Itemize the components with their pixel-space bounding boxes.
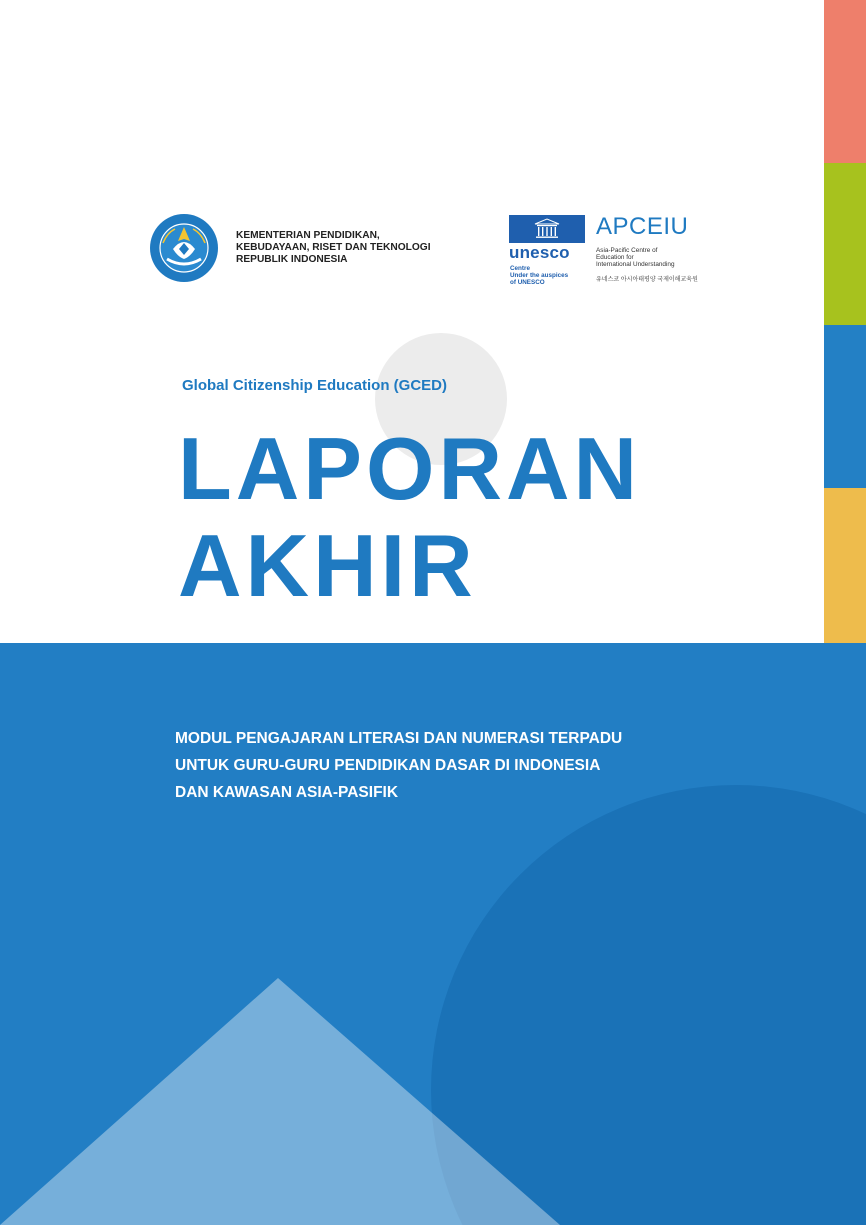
module-title-line: MODUL PENGAJARAN LITERASI DAN NUMERASI TERPADU: [175, 730, 623, 747]
unesco-logo: [509, 215, 589, 295]
program-subtitle: Global Citizenship Education (GCED): [182, 377, 448, 394]
apceiu-caption: [596, 247, 675, 268]
ministry-line: KEBUDAYAAN, RISET DAN TEKNOLOGI: [236, 242, 431, 253]
ministry-line: REPUBLIK INDONESIA: [236, 254, 348, 265]
module-title-line: DAN KAWASAN ASIA-PASIFIK: [175, 784, 399, 801]
report-title-line-1: LAPORAN: [178, 419, 642, 518]
color-strip-yellow: [824, 488, 866, 643]
color-strip-coral: [824, 0, 866, 163]
ministry-line: KEMENTERIAN PENDIDIKAN,: [236, 230, 380, 241]
unesco-caption-line: Centre: [510, 265, 530, 272]
unesco-caption-line: Under the auspices: [510, 272, 569, 279]
apceiu-caption-line: Asia-Pacific Centre of: [596, 247, 658, 254]
report-title-line-2: AKHIR: [178, 516, 477, 615]
decorative-large-circle: [431, 785, 866, 1225]
unesco-caption-line: of UNESCO: [510, 279, 545, 286]
module-title: [175, 725, 622, 806]
apceiu-caption-line: International Understanding: [596, 261, 675, 268]
color-strip-green: [824, 163, 866, 325]
color-strip-blue: [824, 325, 866, 488]
unesco-temple-icon: [509, 215, 585, 243]
unesco-caption: [510, 265, 568, 286]
apceiu-logo: [596, 213, 706, 293]
apceiu-korean-name: 유네스코 아시아태평양 국제이해교육원: [596, 277, 698, 283]
ministry-name: [236, 230, 476, 266]
tut-wuri-handayani-emblem-icon: [149, 213, 219, 283]
unesco-wordmark: unesco: [509, 243, 570, 262]
module-title-line: UNTUK GURU-GURU PENDIDIKAN DASAR DI INDONESIA: [175, 757, 601, 774]
apceiu-caption-line: Education for: [596, 254, 634, 261]
apceiu-wordmark: APCEIU: [596, 213, 689, 240]
